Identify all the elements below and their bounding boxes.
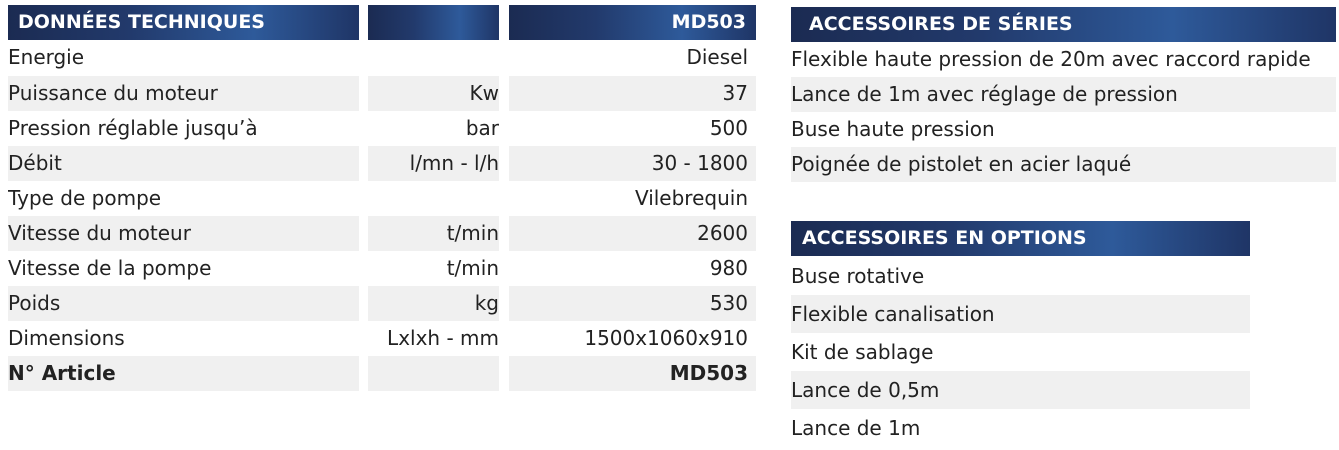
tech-header-unit — [368, 5, 499, 40]
tech-row-value: 530 — [509, 286, 756, 321]
option-accessory-item: Lance de 1m — [791, 416, 921, 440]
tech-row-value: Vilebrequin — [634, 186, 748, 210]
option-accessory-item: Buse rotative — [791, 264, 925, 288]
tech-row-value: 500 — [709, 116, 748, 140]
option-accessory-item: Kit de sablage — [791, 340, 934, 364]
tech-row-label: Poids — [8, 286, 359, 321]
tech-row-label: Pression réglable jusqu’à — [8, 116, 258, 140]
tech-row-unit: kg — [368, 286, 499, 321]
option-accessory-item: Lance de 0,5m — [791, 371, 1250, 409]
option-accessory-item: Flexible canalisation — [791, 295, 1250, 333]
tech-row-unit: Lxlxh - mm — [387, 326, 499, 350]
tech-row-label: Vitesse du moteur — [8, 216, 359, 251]
series-accessories-header: ACCESSOIRES DE SÉRIES — [791, 7, 1336, 42]
series-accessory-item: Buse haute pression — [791, 117, 995, 141]
tech-row-value: 980 — [709, 256, 748, 280]
tech-row-unit: bar — [465, 116, 499, 140]
tech-row-label: Energie — [8, 45, 85, 69]
tech-row-unit — [368, 181, 499, 216]
article-number-value: MD503 — [509, 356, 756, 391]
tech-header-title: DONNÉES TECHNIQUES — [8, 5, 359, 40]
tech-row-label: Type de pompe — [8, 186, 162, 210]
tech-header-model: MD503 — [509, 5, 756, 40]
tech-row-unit: Kw — [368, 76, 499, 111]
tech-row-label: Dimensions — [8, 326, 125, 350]
tech-row-value: 37 — [509, 76, 756, 111]
tech-row-label: Débit — [8, 146, 359, 181]
tech-row-unit: t/min — [368, 216, 499, 251]
tech-row-unit: t/min — [446, 256, 499, 280]
tech-row-unit — [368, 356, 499, 391]
tech-row-value: 2600 — [509, 216, 756, 251]
series-accessory-item: Poignée de pistolet en acier laqué — [791, 147, 1336, 182]
options-accessories-header: ACCESSOIRES EN OPTIONS — [791, 221, 1250, 256]
tech-row-unit: l/mn - l/h — [368, 146, 499, 181]
tech-row-unit — [368, 40, 499, 75]
tech-row-value: Diesel — [686, 45, 748, 69]
tech-row-label: Puissance du moteur — [8, 76, 359, 111]
tech-row-label: Vitesse de la pompe — [8, 256, 212, 280]
article-number-label: N° Article — [8, 356, 359, 391]
tech-row-value: 30 - 1800 — [509, 146, 756, 181]
series-accessory-item: Flexible haute pression de 20m avec raccord rapide — [791, 47, 1311, 71]
series-accessory-item: Lance de 1m avec réglage de pression — [791, 77, 1336, 112]
tech-row-value: 1500x1060x910 — [584, 326, 748, 350]
